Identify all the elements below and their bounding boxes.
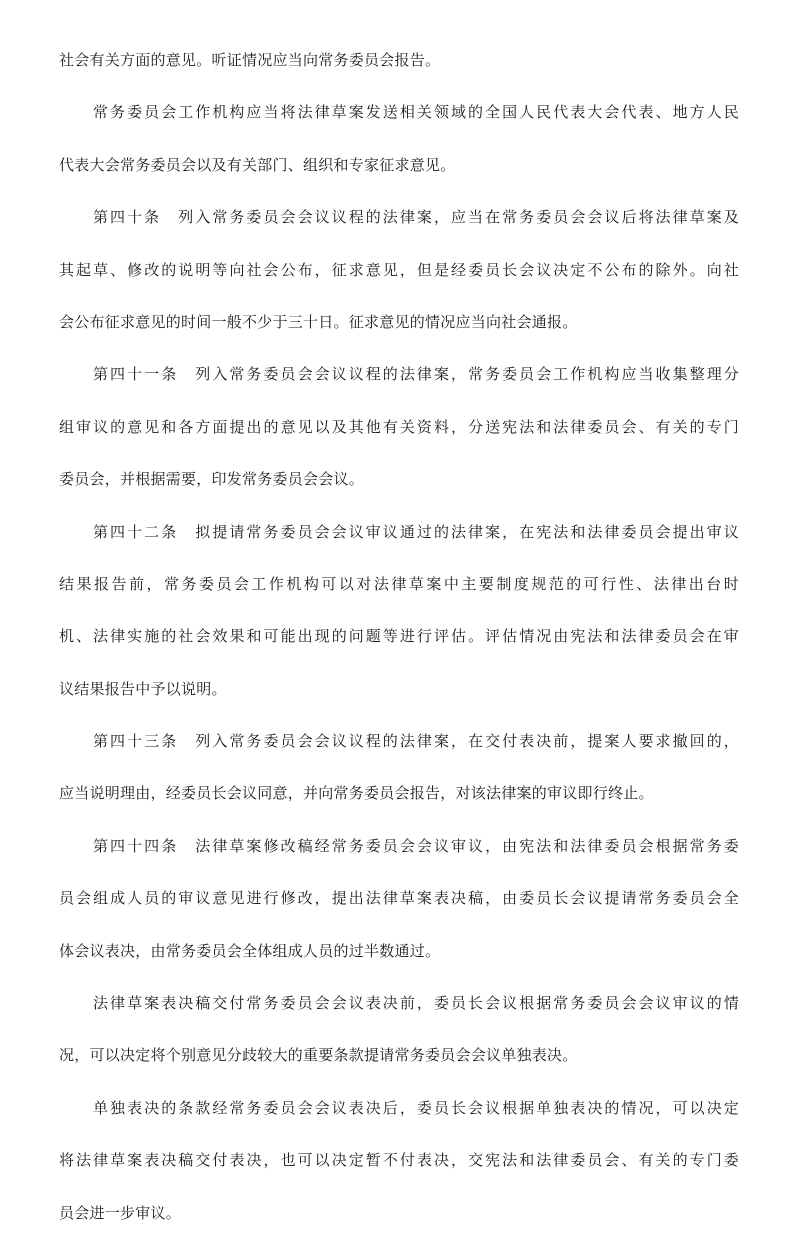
text-line: 况，可以决定将个别意见分歧较大的重要条款提请常务委员会会议单独表决。 [59,1046,578,1065]
text-line: 第四十条 列入常务委员会会议议程的法律案，应当在常务委员会会议后将法律草案及 [93,208,739,227]
text-line: 社会有关方面的意见。听证情况应当向常务委员会报告。 [59,51,441,69]
text-line: 结果报告前，常务委员会工作机构可以对法律草案中主要制度规范的可行性、法律出台时 [59,574,739,593]
text-line: 议结果报告中予以说明。 [59,679,227,698]
text-line: 组审议的意见和各方面提出的意见以及其他有关资料，分送宪法和法律委员会、有关的专门 [59,417,739,436]
text-line: 将法律草案表决稿交付表决，也可以决定暂不付表决，交宪法和法律委员会、有关的专门委 [59,1151,739,1170]
text-line: 会公布征求意见的时间一般不少于三十日。征求意见的情况应当向社会通报。 [59,312,578,331]
text-line: 单独表决的条款经常务委员会会议表决后，委员长会议根据单独表决的情况，可以决定 [93,1098,739,1117]
text-line: 机、法律实施的社会效果和可能出现的问题等进行评估。评估情况由宪法和法律委员会在审 [59,627,739,646]
text-line: 法律草案表决稿交付常务委员会会议表决前，委员长会议根据常务委员会会议审议的情 [93,994,739,1013]
text-line: 第四十四条 法律草案修改稿经常务委员会会议审议，由宪法和法律委员会根据常务委 [93,836,739,855]
text-line: 其起草、修改的说明等向社会公布，征求意见，但是经委员长会议决定不公布的除外。向社 [59,260,739,279]
text-line: 第四十三条 列入常务委员会会议议程的法律案，在交付表决前，提案人要求撤回的， [93,732,739,751]
text-line: 第四十二条 拟提请常务委员会会议审议通过的法律案，在宪法和法律委员会提出审议 [93,522,739,541]
text-line: 体会议表决，由常务委员会全体组成人员的过半数通过。 [59,941,441,960]
text-line: 应当说明理由，经委员长会议同意，并向常务委员会报告，对该法律案的审议即行终止。 [59,784,654,803]
text-line: 委员会，并根据需要，印发常务委员会会议。 [59,470,365,489]
text-line: 员会组成人员的审议意见进行修改，提出法律草案表决稿，由委员长会议提请常务委员会全 [59,889,739,908]
text-line: 常务委员会工作机构应当将法律草案发送相关领域的全国人民代表大会代表、地方人民 [93,103,739,122]
document-page [59,45,739,1250]
text-line: 第四十一条 列入常务委员会会议议程的法律案，常务委员会工作机构应当收集整理分 [93,365,739,384]
text-line: 员会进一步审议。 [59,1203,182,1222]
text-line: 代表大会常务委员会以及有关部门、组织和专家征求意见。 [59,155,456,174]
